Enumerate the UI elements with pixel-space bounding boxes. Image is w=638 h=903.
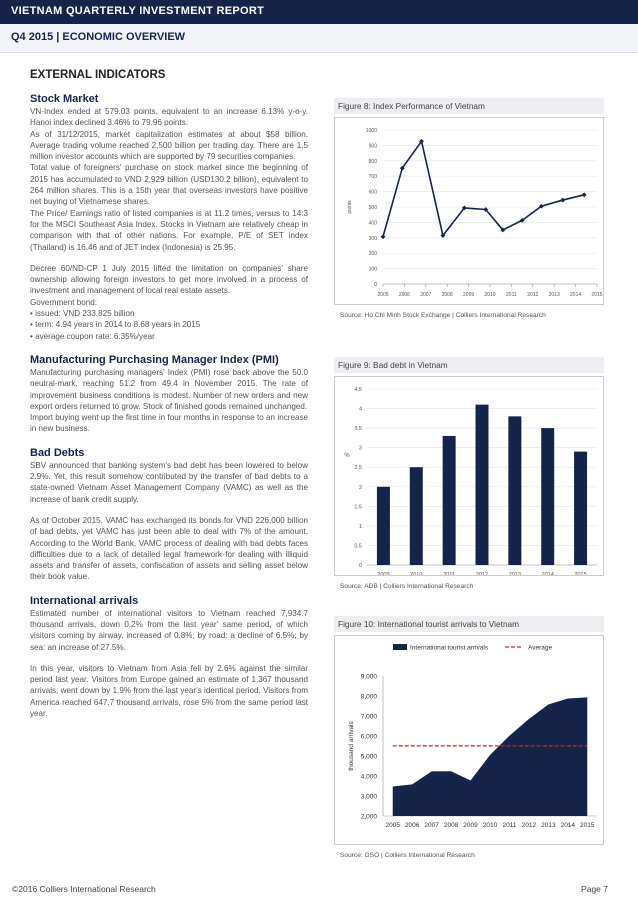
x-tick-label: 2009	[463, 292, 475, 298]
x-tick-label: 2015	[591, 292, 603, 298]
figure-8	[334, 98, 604, 319]
figure-9-source: Source: ADB | Colliers International Research	[340, 583, 474, 590]
x-tick-label: 2007	[420, 292, 432, 298]
y-tick-label: 3,000	[360, 793, 377, 801]
y-axis-label: points	[347, 200, 353, 214]
x-tick-label: 2009	[463, 822, 478, 829]
y-tick-label: 900	[368, 143, 377, 150]
y-axis-label: %	[344, 453, 350, 459]
figure-8-source: Source: Ho Chi Minh Stock Exchange | Colliers International Research	[340, 312, 546, 319]
x-tick-label: 2012	[475, 572, 489, 575]
x-tick-label: 2010	[482, 822, 498, 829]
y-tick-label: 4	[358, 406, 362, 413]
x-tick-label: 2013	[541, 822, 556, 829]
y-tick-label: 700	[368, 174, 377, 181]
y-tick-label: 0	[358, 563, 362, 569]
y-tick-label: 100	[368, 266, 377, 273]
data-point	[381, 234, 386, 239]
legend-label-average: Average	[528, 644, 553, 652]
x-tick-label: 2007	[424, 822, 439, 829]
x-tick-label: 2012	[521, 822, 537, 829]
legend-label-arrivals: International tourist arrivals	[410, 644, 489, 652]
stock-market-p3: Total value of foreigners' purchase on stock market since the beginning of 2015 has accumulated to VND 2,929 billion (USD130.2 billion), equivalent to 264 million shares. This is a 15th year that overseas investors have positive net buying of Vietnamese shares.	[30, 163, 308, 207]
x-tick-label: 2008	[441, 292, 453, 298]
tourist-arrivals-chart	[335, 636, 603, 844]
y-tick-label: 200	[368, 251, 377, 258]
pmi-heading: Manufacturing Purchasing Manager Index (PMI)	[30, 353, 279, 366]
bond-bullet: • issued: VND 233,825 billion	[30, 309, 135, 319]
y-tick-label: 1.5	[354, 504, 362, 511]
government-bond-label: Government bond:	[30, 297, 98, 307]
y-tick-label: 1	[358, 523, 362, 530]
stock-market-p4: The Price/ Earnings ratio of listed companies is at 11.2 times, versus to 14.3 for the MSCI Southeast Asia Index. Stocks in Vietnam are relatively cheap in comparison with that of other nations. For example, P/E of SET index (Thailand) is 16.46 and of JET index (Indonesia) is 25.95.	[30, 208, 308, 252]
bar	[574, 452, 587, 565]
y-tick-label: 0.5	[354, 543, 362, 550]
y-tick-label: 600	[368, 189, 377, 196]
y-tick-label: 2,000	[360, 813, 377, 821]
x-tick-label: 2009	[377, 572, 390, 575]
y-tick-label: 4,000	[360, 773, 377, 781]
x-tick-label: 2013	[508, 572, 521, 575]
figure-10-title: Figure 10: International tourist arrivals to Vietnam	[334, 616, 604, 632]
x-tick-label: 2010	[484, 292, 496, 298]
figure-9	[334, 357, 604, 590]
y-tick-label: 2	[358, 484, 362, 491]
y-tick-label: 8,000	[360, 693, 377, 701]
x-tick-label: 2011	[506, 292, 517, 298]
arrivals-heading: International arrivals	[30, 594, 139, 607]
y-tick-label: 2.5	[354, 465, 362, 472]
arrivals-p2: In this year, visitors to Vietnam from Asia fell by 2.6% against the similar period last year. Visitors from Europe gained an estimate of 1,367 thousand arrivals, went down by 1.9% from the last year's identical period. Visitors from America reached 647.7 thousand arrivals, rose 5% from the same period last year.	[30, 663, 308, 719]
y-tick-label: 3	[358, 445, 362, 452]
bond-bullet: • term: 4.94 years in 2014 to 8.68 years in 2015	[30, 320, 201, 330]
y-tick-label: 7,000	[360, 713, 377, 721]
bar	[377, 487, 390, 565]
bar	[508, 416, 521, 565]
legend-swatch-arrivals	[393, 644, 407, 650]
bad-debts-p1: SBV announced that banking system's bad debt has been lowered to below 2.9%. Yet, this result somehow contributed by the transfer of bad debts to a state-owned Vietnam Asset Management Company (VAMC) as well as the increase of bank credit supply.	[30, 460, 308, 504]
x-tick-label: 2008	[443, 822, 459, 829]
x-tick-label: 2014	[560, 822, 576, 829]
y-tick-label: 4.5	[354, 387, 362, 393]
pmi-p2: Import buying went up the first time in four months in response to an increase in new business.	[30, 413, 308, 434]
y-tick-label: 800	[368, 158, 377, 165]
report-title: VIETNAM QUARTERLY INVESTMENT REPORT	[11, 5, 265, 17]
stock-market-p2: As of 31/12/2015, market capitalization estimates at about $58 billion. Average trading volume reached 2,500 billion per trading day. There are 1.5 million investor accounts which are supported by 79 securities companies.	[30, 129, 308, 162]
y-tick-label: 400	[368, 220, 377, 227]
y-tick-label: 5,000	[360, 753, 377, 761]
y-tick-label: 500	[368, 205, 377, 211]
stock-market-heading: Stock Market	[30, 93, 99, 105]
y-tick-label: 6,000	[360, 733, 377, 741]
bar	[541, 428, 554, 565]
section-header-bar	[0, 24, 638, 53]
footer-copyright: ©2016 Colliers International Research	[12, 884, 156, 894]
figure-9-title: Figure 9: Bad debt in Vietnam	[334, 357, 604, 373]
page-number: Page 7	[581, 884, 608, 894]
bond-bullet-list	[30, 308, 308, 342]
y-tick-label: 0	[374, 282, 377, 288]
stock-market-p5: Decree 60/ND-CP 1 July 2015 lifted the limitation on companies' share ownership allowing foreign investors to get more involved in a process of investment and management of local real estate assets.	[30, 263, 308, 296]
arrivals-area	[393, 697, 588, 816]
arrivals-p1: Estimated number of international visitors to Vietnam reached 7,934.7 thousand arrivals, down 0.2% from the last year' same period, of which visitors coming by airway, increased of 0.8%; by road: a decline of 6.5%; by sea: an increase of 27.5%.	[30, 608, 308, 652]
page-heading: EXTERNAL INDICATORS	[30, 69, 166, 81]
bad-debts-p2: As of October 2015, VAMC has exchanged its bonds for VND 226,000 billion of bad debts, yet VAMC has just been able to deal with 7% of the amount. According to the World Bank, VAMC process of dealing with bad debts faces difficulties due to a lack of detailed legal framework for dealing with illiquid assets and transfer of assets, confiscation of assets and selling asset below their book value.	[30, 515, 308, 582]
report-header-bar	[0, 0, 638, 24]
bar	[410, 467, 423, 565]
x-tick-label: 2011	[502, 822, 517, 829]
figure-8-chart-box	[334, 117, 604, 305]
y-tick-label: 9,000	[360, 673, 377, 681]
x-tick-label: 2010	[410, 572, 423, 575]
figure-10-chart-box	[334, 635, 604, 845]
figure-10	[334, 616, 604, 859]
figure-8-title: Figure 8: Index Performance of Vietnam	[334, 98, 604, 114]
bond-bullet: • average coupon rate: 6.35%/year	[30, 331, 155, 341]
x-tick-label: 2014	[541, 572, 554, 575]
y-tick-label: 3.5	[354, 426, 362, 433]
x-tick-label: 2006	[404, 822, 420, 829]
y-tick-label: 1000	[365, 128, 377, 134]
figure-10-source: Source: GSO | Colliers International Research	[340, 852, 475, 859]
x-tick-label: 2015	[580, 822, 595, 829]
x-tick-label: 2005	[377, 292, 389, 298]
left-column	[30, 92, 308, 719]
pmi-p1: Manufacturing purchasing managers' Index (PMI) rose back above the 50.0 neutral-mark, reaching 51.2 from 49.4 in November 2015. The rate of improvement business conditions is modest. Number of new orders and new export orders returned to grow. Stock of finished goods remained unchanged.	[30, 367, 308, 411]
bar	[443, 436, 456, 565]
stock-market-p1: VN-Index ended at 579.03 points, equivalent to an increase 6.13% y-o-y. Hanoi index declined 3.46% to 79.96 points.	[30, 107, 308, 128]
bad-debt-chart	[335, 377, 603, 575]
bar	[476, 405, 489, 565]
x-tick-label: 2014	[570, 292, 582, 298]
x-tick-label: 2005	[385, 822, 400, 829]
index-performance-chart	[335, 118, 603, 304]
section-title: Q4 2015 | ECONOMIC OVERVIEW	[11, 31, 186, 43]
x-tick-label: 2012	[527, 292, 539, 298]
x-tick-label: 2011	[443, 572, 456, 575]
x-tick-label: 2015	[574, 572, 587, 575]
data-point	[582, 192, 587, 197]
y-tick-label: 300	[368, 235, 377, 242]
figure-9-chart-box	[334, 376, 604, 576]
y-axis-label: thousand arrivals	[348, 721, 355, 771]
data-point	[560, 198, 565, 203]
x-tick-label: 2013	[548, 292, 560, 298]
x-tick-label: 2006	[398, 292, 410, 298]
bad-debts-heading: Bad Debts	[30, 446, 85, 459]
